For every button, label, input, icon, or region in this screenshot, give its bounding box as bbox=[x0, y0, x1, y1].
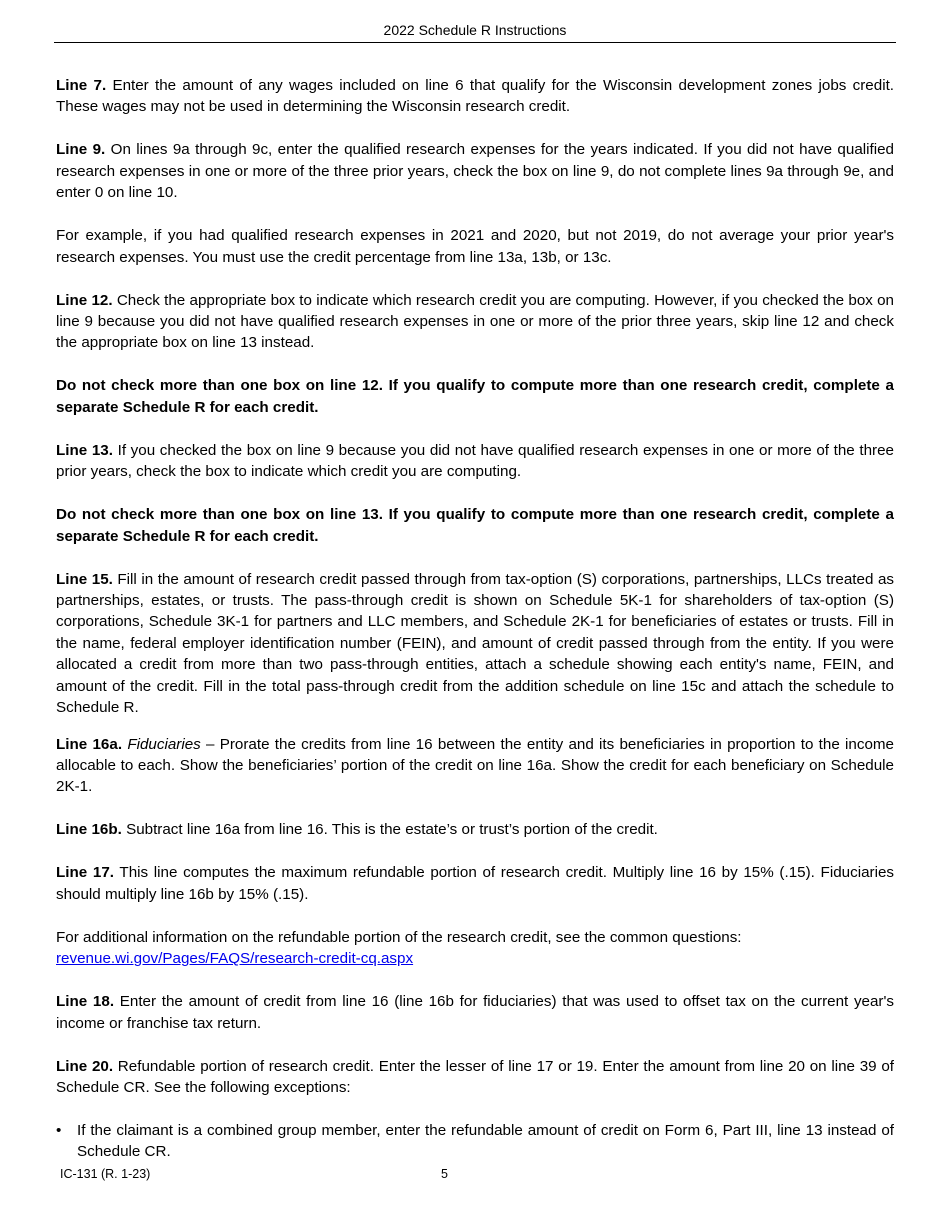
line-7-paragraph bbox=[56, 75, 894, 118]
exceptions-list bbox=[56, 1120, 894, 1163]
faq-link[interactable]: revenue.wi.gov/Pages/FAQS/research-credit-cq.aspx bbox=[56, 950, 414, 968]
line-12-lead: Line 12. bbox=[56, 291, 113, 309]
footer-form-id: IC-131 (R. 1-23) bbox=[60, 1167, 151, 1181]
line-18-text: Enter the amount of credit from line 16 (line 16b for fiduciaries) that was used to offset tax on the current year's income or franchise tax return. bbox=[56, 993, 894, 1032]
line-20-paragraph bbox=[56, 1056, 894, 1099]
page-header-title: 2022 Schedule R Instructions bbox=[383, 22, 567, 38]
line-16a-italic: Fiduciaries bbox=[127, 735, 201, 753]
line-16b-lead: Line 16b. bbox=[56, 821, 122, 839]
line-16a-paragraph bbox=[56, 734, 894, 798]
line-17-lead: Line 17. bbox=[56, 864, 115, 882]
list-item: • If the claimant is a combined group member, enter the refundable amount of credit on Form 6, Part III, line 13 instead of Schedule CR. bbox=[56, 1120, 894, 1163]
line-12-text: Check the appropriate box to indicate which research credit you are computing. However, if you checked the box on line 9 because you did not have qualified research expenses in one or more of the prior three years, skip line 12 and check the appropriate box on line 13 instead. bbox=[56, 291, 895, 352]
line-16a-text: – Prorate the credits from line 16 between the entity and its beneficiaries in proportion to the income allocable to each. Show the beneficiaries’ portion of the credit on line 16a. Show the credit for each beneficiary on Schedule 2K-1. bbox=[56, 735, 894, 796]
line-17-text: This line computes the maximum refundable portion of research credit. Multiply line 16 by 15% (.15). Fiduciaries should multiply line 16b by 15% (.15). bbox=[56, 864, 894, 903]
line-17-paragraph bbox=[56, 862, 894, 905]
additional-info-text: For additional information on the refundable portion of the research credit, see the common questions: bbox=[56, 928, 742, 946]
line-20-text: Refundable portion of research credit. Enter the lesser of line 17 or 19. Enter the amount from line 20 on line 39 of Schedule CR. See the following exceptions: bbox=[56, 1057, 894, 1096]
line-7-lead: Line 7. bbox=[56, 77, 107, 94]
footer-page-number: 5 bbox=[441, 1167, 448, 1181]
line-9-text: On lines 9a through 9c, enter the qualified research expenses for the years indicated. If you did not have qualified research expenses in one or more of the three prior years, check the box on line 9, do not complete lines 9a through 9e, and enter 0 on line 10. bbox=[56, 141, 895, 202]
line-18-paragraph bbox=[56, 991, 894, 1034]
example-paragraph: For example, if you had qualified research expenses in 2021 and 2020, but not 2019, do not average your prior year's research expenses. You must use the credit percentage from line 13a, 13b, or 13c. bbox=[56, 227, 894, 266]
line-13-text: If you checked the box on line 9 because you did not have qualified research expenses in one or more of the three prior years, check the box to indicate which credit you are computing. bbox=[56, 441, 894, 481]
additional-info-paragraph bbox=[56, 927, 894, 970]
line-16a-lead: Line 16a. bbox=[56, 735, 123, 753]
line-13-paragraph bbox=[56, 440, 894, 483]
line-20-lead: Line 20. bbox=[56, 1057, 114, 1075]
line-15-text: Fill in the amount of research credit passed through from tax-option (S) corporations, partnerships, LLCs treated as partnerships, estates, or trusts. The pass-through credit is shown on Schedule 5K-1 for shareholders of tax-option (S) corporations, Schedule 3K-1 for partners and LLC members, and Schedule 2K-1 for beneficiaries of estates or trusts. Fill in the name, federal employer identification number (FEIN), and amount of credit passed through from the entity. If you were allocated a credit from more than two pass-through entities, attach a schedule showing each entity's name, FEIN, and amount of the credit. Fill in the total pass-through credit from the addition schedule on line 15c and attach the schedule to Schedule R. bbox=[56, 570, 894, 717]
line-9-paragraph bbox=[56, 139, 894, 203]
header-divider bbox=[54, 42, 896, 43]
instructions-body bbox=[56, 75, 894, 1163]
line-12-paragraph bbox=[56, 290, 894, 354]
line-18-lead: Line 18. bbox=[56, 993, 115, 1011]
line-15-paragraph bbox=[56, 569, 894, 719]
line-13-lead: Line 13. bbox=[56, 441, 113, 459]
line-13-warning: Do not check more than one box on line 13. If you qualify to compute more than one research credit, complete a separate Schedule R for each credit. bbox=[56, 506, 894, 545]
line-9-lead: Line 9. bbox=[56, 141, 106, 159]
line-16b-paragraph bbox=[56, 819, 894, 840]
line-15-lead: Line 15. bbox=[56, 570, 113, 588]
line-16b-text: Subtract line 16a from line 16. This is the estate’s or trust’s portion of the credit. bbox=[121, 821, 658, 839]
line-7-text: Enter the amount of any wages included on line 6 that qualify for the Wisconsin development zones jobs credit. These wages may not be used in determining the Wisconsin research credit. bbox=[56, 77, 895, 116]
line-12-warning: Do not check more than one box on line 12. If you qualify to compute more than one research credit, complete a separate Schedule R for each credit. bbox=[56, 377, 894, 416]
